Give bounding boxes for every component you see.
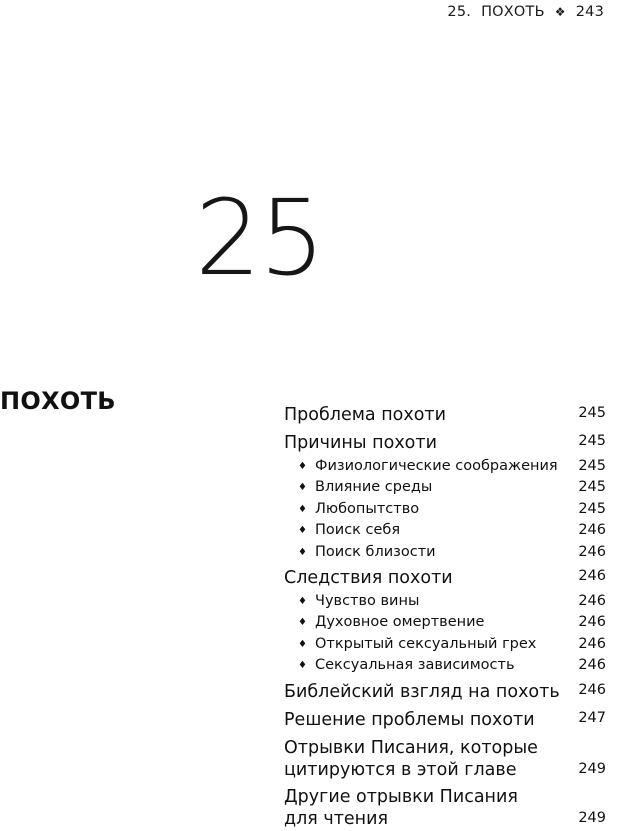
toc-entry-title: Отрывки Писания, которые цитируются в этой главе	[284, 737, 538, 781]
toc-entry-title: Библейский взгляд на похоть	[284, 681, 560, 702]
toc-entry-label	[298, 634, 536, 655]
diamond-bullet-icon: ♦	[298, 503, 307, 515]
toc-entry	[284, 428, 606, 456]
toc-entry-label	[284, 737, 538, 782]
toc-entry-page: 246	[578, 543, 606, 560]
diamond-bullet-icon: ♦	[298, 546, 307, 558]
toc-entry	[284, 677, 606, 705]
toc-entry-title: Духовное омертвение	[315, 614, 485, 631]
toc-subentry	[284, 520, 606, 541]
toc-entry-page: 245	[578, 433, 606, 449]
toc-entry-title: Следствия похоти	[284, 568, 453, 589]
toc-subentry	[284, 456, 606, 477]
toc-entry-page: 246	[578, 681, 606, 698]
chapter-number: 25	[195, 177, 324, 299]
diamond-bullet-icon: ♦	[298, 660, 307, 672]
toc-subentry	[284, 634, 606, 655]
toc-entry-page: 245	[578, 479, 606, 496]
toc-entry-page: 246	[578, 635, 606, 652]
toc-subentry	[284, 499, 606, 520]
toc-entry-title: Другие отрывки Писания для чтения	[284, 786, 518, 830]
toc-entry-page: 245	[578, 458, 606, 474]
chapter-title: ПОХОТЬ	[0, 387, 116, 415]
toc-entry-page: 245	[578, 405, 606, 421]
toc-entry	[284, 705, 606, 733]
toc-entry-label	[298, 520, 400, 541]
toc-entry-page: 246	[578, 568, 606, 585]
toc-entry-label	[298, 477, 432, 498]
diamond-bullet-icon: ♦	[298, 461, 307, 472]
toc-entry-title: Поиск себя	[315, 522, 401, 539]
toc-entry-page: 247	[578, 709, 606, 726]
toc-entry-label	[284, 430, 437, 456]
toc-subentry	[284, 591, 606, 612]
toc-entry-label	[298, 612, 484, 633]
table-of-contents	[284, 400, 606, 831]
toc-entry	[284, 737, 606, 782]
toc-entry-title: Любопытство	[315, 500, 420, 517]
toc-entry-label	[298, 542, 436, 563]
running-head	[447, 0, 604, 24]
toc-entry-page: 246	[578, 614, 606, 631]
diamond-bullet-icon: ♦	[298, 525, 307, 537]
toc-entry-page: 246	[578, 522, 606, 539]
toc-entry-label	[284, 565, 453, 591]
page-number: 243	[575, 4, 604, 20]
toc-subentry	[284, 477, 606, 498]
toc-subentry	[284, 542, 606, 563]
toc-entry-title: Открытый сексуальный грех	[315, 635, 537, 652]
toc-entry-title: Решение проблемы похоти	[284, 709, 535, 730]
toc-entry-label	[284, 679, 560, 705]
toc-entry-label	[298, 456, 558, 477]
toc-entry-title: Поиск близости	[315, 543, 436, 560]
toc-entry-label	[284, 707, 535, 733]
ornament-icon: ❖	[554, 5, 566, 19]
toc-entry-page: 246	[578, 657, 606, 674]
toc-entry-title: Проблема похоти	[284, 405, 446, 425]
toc-entry	[284, 563, 606, 591]
running-head-section: 25.	[447, 4, 472, 20]
toc-entry-page: 245	[578, 500, 606, 517]
toc-entry-title: Сексуальная зависимость	[315, 657, 515, 674]
toc-entry-label	[298, 591, 419, 612]
toc-entry-title: Чувство вины	[315, 593, 420, 610]
toc-entry-page: 249	[578, 761, 606, 778]
diamond-bullet-icon: ♦	[298, 596, 307, 608]
toc-entry-page: 246	[578, 593, 606, 610]
toc-entry-title: Физиологические соображения	[315, 458, 558, 474]
toc-entry-page: 249	[578, 810, 606, 827]
toc-entry-label	[298, 499, 419, 520]
toc-entry-title: Влияние среды	[315, 479, 433, 496]
toc-subentry	[284, 655, 606, 676]
diamond-bullet-icon: ♦	[298, 482, 307, 494]
diamond-bullet-icon: ♦	[298, 638, 307, 650]
diamond-bullet-icon: ♦	[298, 617, 307, 629]
toc-entry-label	[284, 402, 446, 428]
running-head-title: ПОХОТЬ	[481, 4, 545, 20]
toc-entry-label	[298, 655, 515, 676]
toc-entry	[284, 400, 606, 428]
toc-entry-title: Причины похоти	[284, 433, 437, 453]
toc-subentry	[284, 612, 606, 633]
